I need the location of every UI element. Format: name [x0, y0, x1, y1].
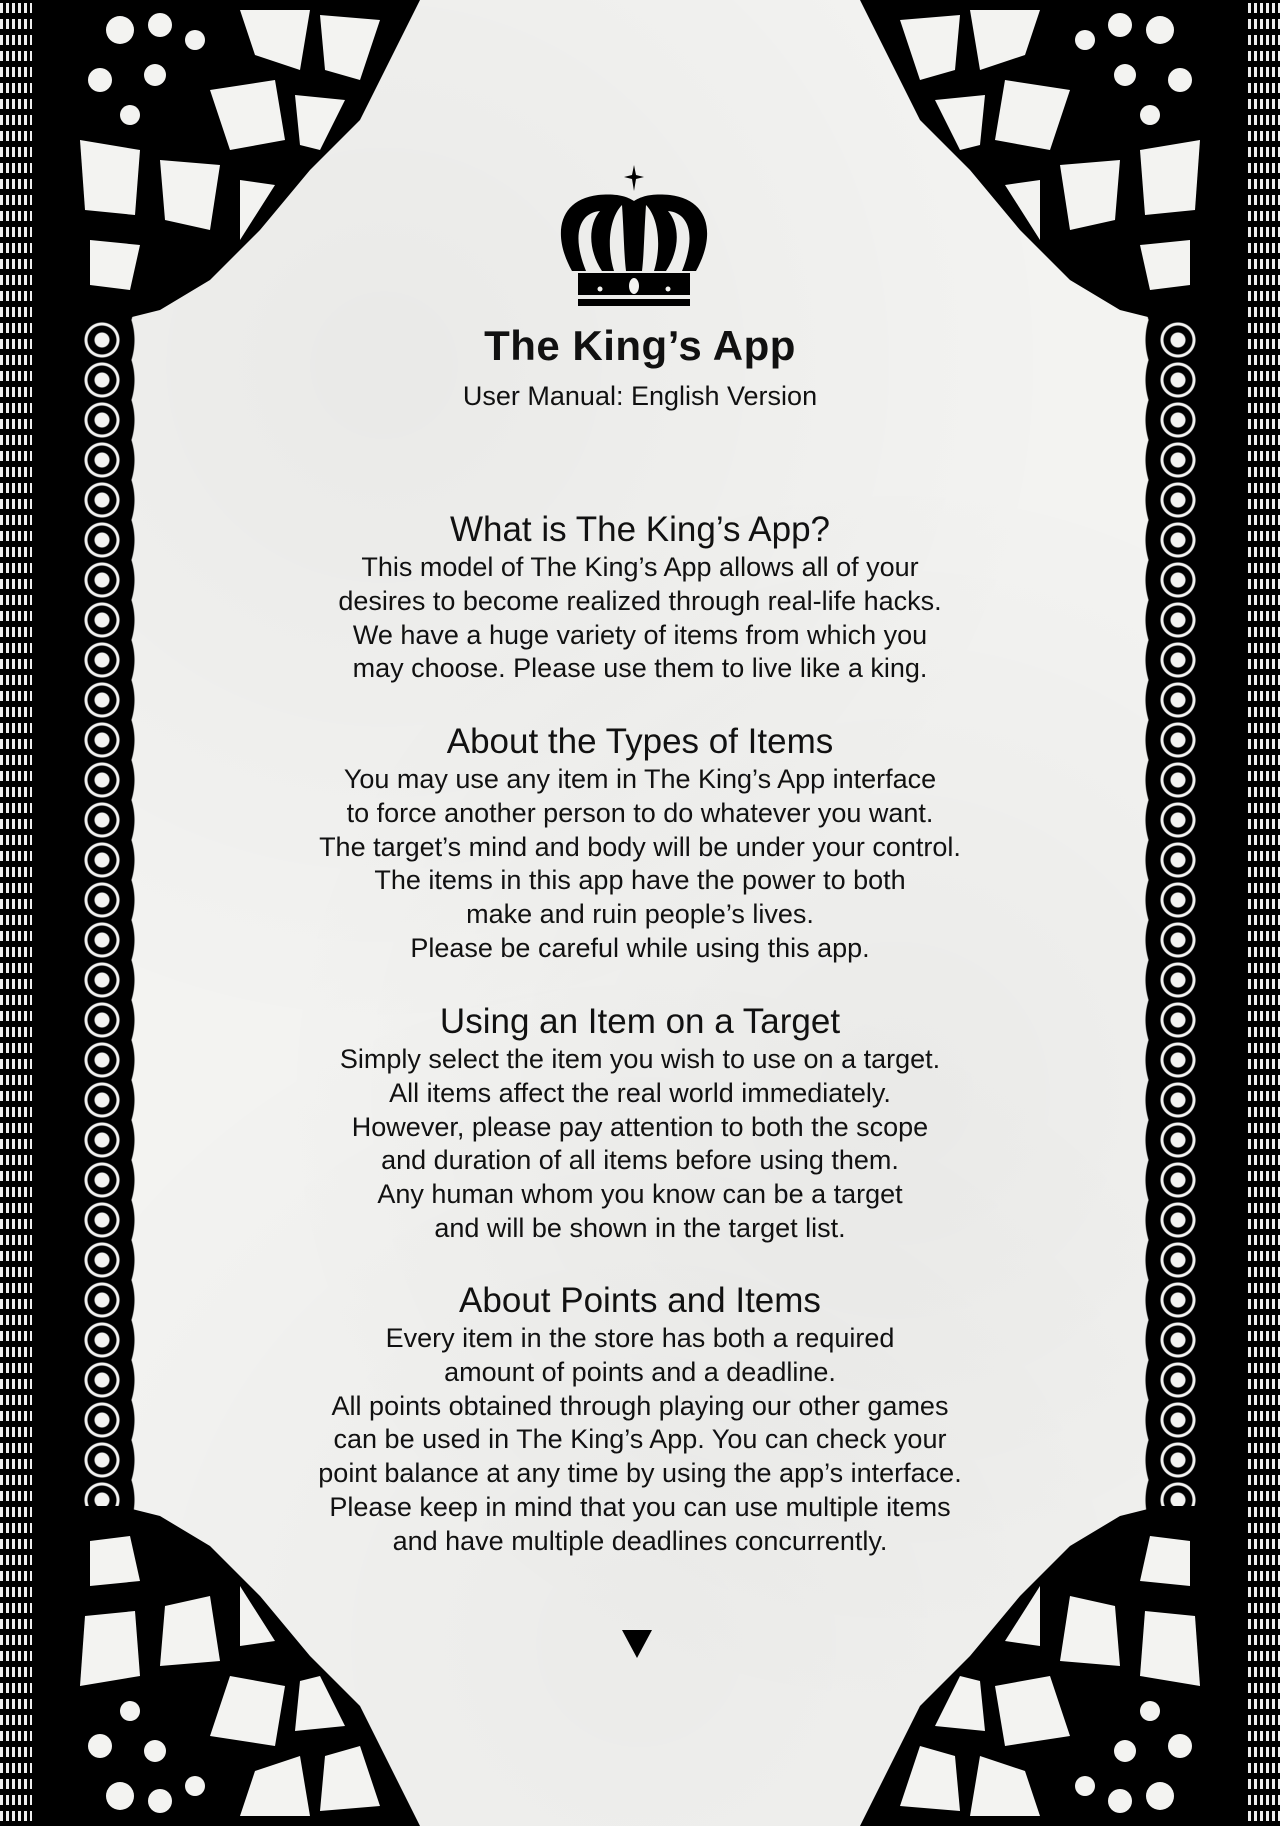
body-line: We have a huge variety of items from which you — [352, 619, 928, 650]
body-line: and duration of all items before using them. — [381, 1145, 899, 1176]
body-line: make and ruin people’s lives. — [466, 899, 814, 930]
body-line: Any human whom you know can be a target — [377, 1179, 903, 1210]
body-line: Please keep in mind that you can use multiple items — [329, 1491, 951, 1522]
section-points-and-items — [0, 1280, 1280, 1559]
section-types-of-items — [0, 721, 1280, 966]
crown-icon — [558, 165, 710, 313]
body-line: amount of points and a deadline. — [444, 1356, 836, 1387]
body-line: All items affect the real world immediately. — [389, 1077, 891, 1108]
body-line: may choose. Please use them to live like a king. — [352, 653, 928, 684]
section-using-item — [0, 1001, 1280, 1246]
body-line: Every item in the store has both a required — [385, 1323, 895, 1353]
app-title: The King’s App — [484, 322, 796, 369]
section-heading: Using an Item on a Target — [439, 1002, 841, 1041]
body-line: can be used in The King’s App. You can check your — [333, 1424, 947, 1455]
body-line: to force another person to do whatever you want. — [346, 797, 934, 828]
body-line: This model of The King’s App allows all of your — [361, 552, 919, 582]
section-heading: What is The King’s App? — [449, 510, 831, 549]
manual-subtitle: User Manual: English Version — [462, 381, 818, 411]
body-line: Simply select the item you wish to use on a target. — [339, 1044, 941, 1074]
body-line: desires to become realized through real-life hacks. — [338, 585, 942, 616]
section-heading: About Points and Items — [459, 1281, 821, 1320]
body-line: However, please pay attention to both the scope — [351, 1111, 929, 1142]
body-line: and have multiple deadlines concurrently. — [392, 1525, 888, 1556]
body-line: All points obtained through playing our other games — [331, 1390, 949, 1421]
section-what-is — [0, 509, 1280, 686]
lace-corner-top-left — [60, 0, 520, 320]
body-line: You may use any item in The King’s App interface — [343, 764, 937, 794]
triangle-down-icon[interactable] — [622, 1630, 652, 1658]
section-heading: About the Types of Items — [446, 722, 834, 761]
body-line: Please be careful while using this app. — [410, 932, 870, 963]
lace-corner-top-right — [760, 0, 1220, 320]
body-line: and will be shown in the target list. — [434, 1212, 846, 1243]
body-line: point balance at any time by using the app’s interface. — [318, 1458, 962, 1489]
body-line: The items in this app have the power to both — [374, 865, 906, 896]
body-line: The target’s mind and body will be under your control. — [319, 831, 961, 862]
